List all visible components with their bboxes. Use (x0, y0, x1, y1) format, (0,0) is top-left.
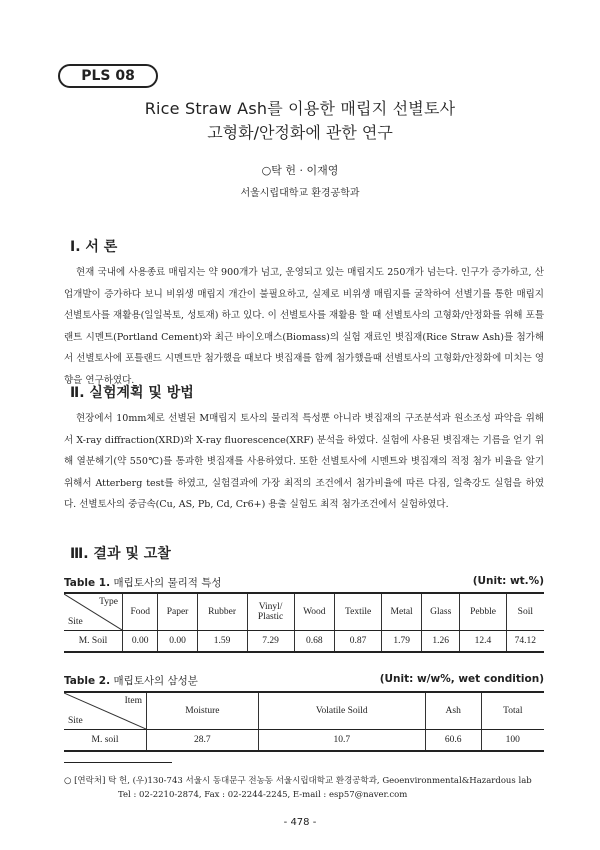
authors: ○탁 헌 · 이재영 (261, 164, 339, 177)
table2-corner-bottom: Site (68, 716, 83, 726)
table2-cell: 100 (481, 730, 544, 752)
table2-caption-text: 매립토사의 삼성분 (113, 675, 198, 687)
footnote-phone-email: Tel : 02-2210-2874, Fax : 02-2244-2245, E-mail : esp57@naver.com (118, 790, 408, 800)
table1-corner-cell (64, 593, 123, 631)
table1-site-cell: M. Soil (78, 636, 108, 646)
table1-cell: 0.68 (294, 631, 335, 653)
table1-cell: 1.26 (422, 631, 460, 653)
footnote-divider (64, 762, 172, 763)
table1-col-header: Soil (506, 593, 544, 631)
table2-header-row (64, 692, 544, 730)
table2-unit: (Unit: w/w%, wet condition) (379, 673, 544, 685)
affiliation: 서울시립대학교 환경공학과 (240, 188, 360, 199)
footnote-contact: ○ [연락처] 탁 헌, (우)130-743 서울시 동대문구 전농동 서울시립대학교 환경공학과, Geoenvironmental&Hazardous lab (64, 776, 532, 786)
table1-unit: (Unit: wt.%) (472, 575, 544, 587)
table-row (64, 631, 544, 653)
table1-col-header: Textile (335, 593, 382, 631)
table1-cell: 0.00 (123, 631, 158, 653)
table1-cell: 7.29 (247, 631, 294, 653)
session-badge: PLS 08 (58, 64, 158, 88)
table2-col-header: Volatile Soild (258, 692, 425, 730)
table2-caption-label: Table 2. (64, 675, 111, 687)
table2-col-header: Moisture (147, 692, 259, 730)
table1-cell: 0.87 (335, 631, 382, 653)
section-method-heading: Ⅱ. 실험계획 및 방법 (70, 385, 194, 401)
paper-title-line1: Rice Straw Ash를 이용한 매립지 선별토사 (144, 99, 456, 118)
table1-corner-bottom: Site (68, 617, 83, 627)
table2 (64, 691, 544, 752)
table1-col-header: Metal (382, 593, 422, 631)
table1-corner-top: Type (99, 597, 118, 607)
table1-cell: 74.12 (506, 631, 544, 653)
table1-caption-text: 매립토사의 물리적 특성 (113, 577, 222, 589)
table1-cell: 0.00 (158, 631, 197, 653)
table1-col-header: Food (123, 593, 158, 631)
table2-corner-top: Item (124, 696, 142, 706)
table1-caption-label: Table 1. (64, 577, 111, 589)
section-results-heading: Ⅲ. 결과 및 고찰 (70, 546, 171, 562)
section-intro-heading: Ⅰ. 서 론 (70, 239, 118, 255)
table2-cell: 60.6 (425, 730, 481, 752)
table1-col-header: Pebble (460, 593, 506, 631)
section-intro-text: 현재 국내에 사용종료 매립지는 약 900개가 넘고, 운영되고 있는 매립지도 250개가 넘는다. 인구가 증가하고, 산업개발이 증가하다 보니 비위생 매립지 개간이 불필요하고, 실제로 비위생 매립지를 굴착하여 선별기를 통한 매립지 선별토사를 재활용(일일복토, 성토재) 하고 있다. 이 선별토사를 재활용 할 때 선별토사의 고형화/안정화를 위해 포틀랜트 시멘트(Portland Cement)와 최근 바이오매스(Biomass)의 실험 재료인 볏집재(Rice Straw Ash)를 첨가해서 선별토사에 포틀랜드 시멘트만 첨가했을 때보다 볏집재를 함께 첨가했을때 선별토사의 고형화/안정화에 미치는 영향을 연구하였다. (64, 267, 544, 386)
table1-cell: 1.59 (197, 631, 247, 653)
page-number: - 478 - (283, 817, 317, 828)
table2-col-header: Ash (425, 692, 481, 730)
table1-header-row (64, 593, 544, 631)
table2-cell: 10.7 (258, 730, 425, 752)
table1-col-header: Vinyl/ Plastic (247, 593, 294, 631)
table1-col-header: Glass (422, 593, 460, 631)
table1-cell: 1.79 (382, 631, 422, 653)
table2-corner-cell (64, 692, 147, 730)
table2-caption (64, 673, 544, 688)
table1-col-header: Wood (294, 593, 335, 631)
table1-cell: 12.4 (460, 631, 506, 653)
table-row (64, 730, 544, 752)
table1 (64, 592, 544, 653)
table1-col-header: Rubber (197, 593, 247, 631)
table2-site-cell: M. soil (91, 735, 119, 745)
table1-col-header: Paper (158, 593, 197, 631)
section-method-text: 현장에서 10mm체로 선별된 M매립지 토사의 물리적 특성뿐 아니라 볏집재의 구조분석과 원소조성 파악을 위해서 X-ray diffraction(XRD)와 X-ray fluorescence(XRF) 분석을 하였다. 실험에 사용된 볏집재는 기름을 얻기 위해 열분해기(약 550℃)를 통과한 볏집재를 사용하였다. 또한 선별토사에 시멘트와 볏집재의 적정 첨가 비율을 알기위해서 Atterberg test를 하였고, 실험결과에 가장 최적의 조건에서 첨가비율에 따른 다짐, 일축강도 실험을 하였다. 선별토사의 중금속(Cu, AS, Pb, Cd, Cr6+) 용출 실험도 최적 첨가조건에서 실험하였다. (64, 413, 544, 510)
table2-col-header: Total (481, 692, 544, 730)
table1-caption (64, 575, 544, 590)
paper-title-line2: 고형화/안정화에 관한 연구 (207, 123, 393, 142)
table2-cell: 28.7 (147, 730, 259, 752)
